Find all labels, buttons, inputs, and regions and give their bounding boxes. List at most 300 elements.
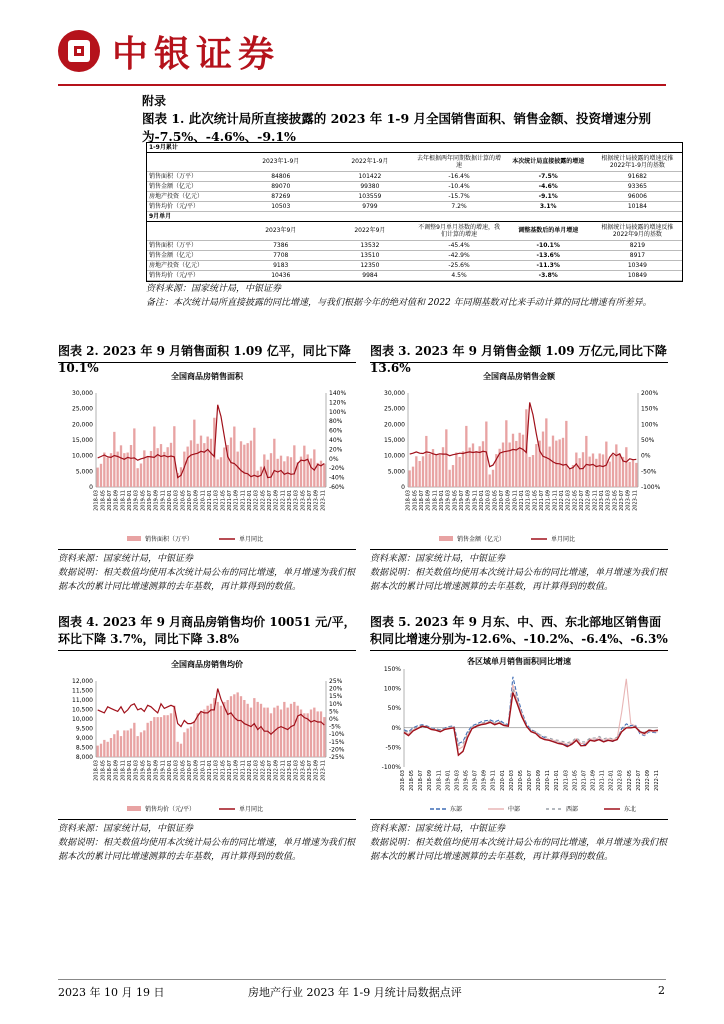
bar xyxy=(247,704,249,757)
bar xyxy=(210,439,212,487)
x-tick-label: 2022-05 xyxy=(626,770,633,791)
table-row xyxy=(147,260,682,270)
chart-title: 全国商品房销售面积 xyxy=(171,372,243,381)
x-tick-label: 2018-05 xyxy=(100,760,107,781)
chart4-svg xyxy=(58,651,356,819)
bar xyxy=(190,727,192,757)
y2-tick-label: -100% xyxy=(641,484,661,491)
x-tick-label: 2019-01 xyxy=(127,760,133,781)
x-tick-label: 2019-03 xyxy=(133,760,140,781)
bar xyxy=(422,456,424,487)
x-tick-label: 2019-11 xyxy=(160,490,167,511)
bar xyxy=(140,732,142,757)
y-tick-label: 0 xyxy=(89,484,93,491)
bar xyxy=(167,715,169,757)
y-tick-label: -50% xyxy=(385,744,401,752)
x-tick-label: 2019-01 xyxy=(445,770,452,791)
y2-tick-label: 25% xyxy=(329,678,343,685)
bar xyxy=(592,453,594,487)
table-row xyxy=(147,270,682,280)
x-tick-label: 2023-05 xyxy=(300,760,307,781)
bar xyxy=(532,455,534,487)
x-tick-label: 2019-07 xyxy=(459,490,465,511)
x-tick-label: 2022-11 xyxy=(280,490,287,511)
table-cell: -4.6% xyxy=(504,181,593,191)
table-cell: 101422 xyxy=(325,171,414,181)
x-tick-label: 2022-03 xyxy=(253,760,260,781)
x-tick-label: 2023-03 xyxy=(605,490,612,511)
bar xyxy=(177,742,179,757)
y-tick-label: -100% xyxy=(381,764,401,771)
y-tick-label: 30,000 xyxy=(384,390,405,397)
y-tick-label: 12,000 xyxy=(72,678,93,685)
y-tick-label: 8,000 xyxy=(75,754,93,761)
bar xyxy=(183,732,185,757)
bar xyxy=(549,447,551,487)
x-tick-label: 2022-11 xyxy=(654,770,660,791)
x-tick-label: 2020-11 xyxy=(512,490,519,511)
y2-tick-label: 100% xyxy=(329,408,347,416)
bar xyxy=(270,453,272,487)
bar xyxy=(127,730,129,757)
x-tick-label: 2022-03 xyxy=(253,490,260,511)
bar xyxy=(147,723,149,757)
chart4-source: 资料来源：国家统计局，中银证券 xyxy=(58,824,194,834)
bar xyxy=(462,451,464,487)
x-tick-label: 2019-05 xyxy=(140,760,147,781)
bar xyxy=(203,443,205,487)
y-tick-label: 5,000 xyxy=(387,468,405,476)
x-tick-label: 2021-07 xyxy=(539,490,545,511)
bar xyxy=(519,433,521,487)
y2-tick-label: 0% xyxy=(641,452,651,460)
bar xyxy=(113,432,115,487)
brand-logo-text: 中银证券 xyxy=(112,33,281,75)
table-section-label: 9月单月 xyxy=(147,211,682,221)
table-cell: 房地产投资（亿元） xyxy=(147,260,236,270)
table-cell: 96006 xyxy=(593,191,682,201)
table-cell: 销售面积（万平） xyxy=(147,171,236,181)
bar xyxy=(220,706,222,757)
bar xyxy=(562,438,564,487)
x-tick-label: 2020-01 xyxy=(167,760,173,781)
x-tick-label: 2021-07 xyxy=(227,490,233,511)
bar xyxy=(233,427,235,487)
bar xyxy=(237,692,239,757)
bar xyxy=(193,721,195,757)
bar xyxy=(529,457,531,487)
bar xyxy=(300,710,302,758)
x-tick-label: 2021-01 xyxy=(554,770,561,791)
bar xyxy=(515,441,517,487)
x-tick-label: 2022-09 xyxy=(273,760,280,781)
y-tick-label: 11,000 xyxy=(72,697,93,704)
bar xyxy=(585,436,587,487)
bar xyxy=(619,453,621,487)
table-header-cell: 2023年9月 xyxy=(236,221,325,240)
bar xyxy=(445,429,447,487)
bar xyxy=(293,702,295,757)
table-header-cell: 根据统计局披露的增速反推2022年9月的基数 xyxy=(593,221,682,240)
bar xyxy=(240,441,242,487)
x-tick-label: 2021-11 xyxy=(240,760,247,781)
chart3-title: 图表 3. 2023 年 9 月销售金额 1.09 万亿元,同比下降 13.6% xyxy=(370,344,667,375)
bar xyxy=(599,453,601,487)
chart3-svg xyxy=(370,363,668,549)
bar xyxy=(489,474,491,487)
x-tick-label: 2020-09 xyxy=(536,770,543,791)
bar xyxy=(313,708,315,757)
x-tick-label: 2018-03 xyxy=(405,490,412,511)
bar xyxy=(303,446,305,487)
x-tick-label: 2023-05 xyxy=(300,490,307,511)
y-tick-label: 25,000 xyxy=(72,405,93,413)
bar xyxy=(210,704,212,757)
table1-title: 图表 1. 此次统计局所直接披露的 2023 年 1-9 月全国销售面积、销售金额、投资增速分别为-7.5%、-4.6%、-9.1% xyxy=(142,111,652,144)
table-cell: 10349 xyxy=(593,260,682,270)
x-tick-label: 2018-05 xyxy=(100,490,107,511)
bar xyxy=(253,698,255,757)
bar xyxy=(415,456,417,487)
bar xyxy=(117,730,119,757)
table-cell: 4.5% xyxy=(414,270,503,280)
y-tick-label: 20,000 xyxy=(72,421,93,429)
y-tick-label: 150% xyxy=(383,666,401,673)
bar xyxy=(432,449,434,487)
logo-icon xyxy=(58,30,100,72)
x-tick-label: 2021-11 xyxy=(599,770,606,791)
x-tick-label: 2019-07 xyxy=(147,760,153,781)
bar xyxy=(150,721,152,757)
bar xyxy=(200,436,202,487)
x-tick-label: 2019-11 xyxy=(472,490,479,511)
x-tick-label: 2018-11 xyxy=(120,760,127,781)
bar xyxy=(160,717,162,757)
x-tick-label: 2019-09 xyxy=(465,490,472,511)
table-cell: 9183 xyxy=(236,260,325,270)
x-tick-label: 2023-09 xyxy=(625,490,632,511)
bar xyxy=(277,706,279,757)
x-tick-label: 2019-09 xyxy=(481,770,488,791)
table-cell: 84806 xyxy=(236,171,325,181)
table-cell: 7.2% xyxy=(414,201,503,211)
x-tick-label: 2021-09 xyxy=(545,490,552,511)
x-tick-label: 2023-11 xyxy=(320,490,327,511)
x-tick-label: 2018-09 xyxy=(113,760,120,781)
bar xyxy=(472,443,474,487)
bar xyxy=(542,432,544,487)
x-tick-label: 2019-09 xyxy=(153,490,160,511)
y2-tick-label: -40% xyxy=(329,474,345,482)
x-tick-label: 2021-09 xyxy=(233,760,240,781)
y2-tick-label: 0% xyxy=(329,455,339,463)
bar xyxy=(227,700,229,757)
x-tick-label: 2022-05 xyxy=(572,490,579,511)
bar xyxy=(509,443,511,487)
table-cell: 91682 xyxy=(593,171,682,181)
x-tick-label: 2022-05 xyxy=(260,760,267,781)
table-cell: -42.9% xyxy=(414,250,503,260)
bar xyxy=(247,443,249,487)
bar xyxy=(260,704,262,757)
table-cell: -13.6% xyxy=(504,250,593,260)
legend-label: 东北 xyxy=(624,806,637,813)
bar xyxy=(233,694,235,757)
x-tick-label: 2018-11 xyxy=(432,490,439,511)
table-cell: 销售面积（万平） xyxy=(147,240,236,250)
chart5-desc: 数据说明：相关数值均使用本次统计局公布的同比增速，单月增速为我们根据本次的累计同比增速测算的去年基数，再计算得到的数值。 xyxy=(370,838,668,862)
bar xyxy=(123,730,125,757)
bar xyxy=(290,457,292,487)
table-cell: 7386 xyxy=(236,240,325,250)
x-tick-label: 2023-07 xyxy=(619,490,625,511)
x-tick-label: 2021-01 xyxy=(519,490,525,511)
x-tick-label: 2018-03 xyxy=(400,770,406,791)
table-cell: 103559 xyxy=(325,191,414,201)
header-divider xyxy=(58,84,666,86)
bar xyxy=(197,713,199,757)
x-tick-label: 2020-03 xyxy=(173,490,180,511)
table-cell: 10503 xyxy=(236,201,325,211)
table-cell: 8917 xyxy=(593,250,682,260)
x-tick-label: 2018-11 xyxy=(436,770,443,791)
bar xyxy=(629,462,631,487)
table-header-cell: 2022年9月 xyxy=(325,221,414,240)
table-cell: 销售金额（亿元） xyxy=(147,181,236,191)
x-tick-label: 2020-01 xyxy=(479,490,485,511)
chart2-box xyxy=(58,362,356,550)
bar xyxy=(120,445,122,487)
bar xyxy=(260,467,262,487)
bar xyxy=(522,435,524,487)
bar xyxy=(243,700,245,757)
y2-tick-label: 80% xyxy=(329,418,343,426)
bar xyxy=(113,734,115,757)
x-tick-label: 2019-11 xyxy=(490,770,497,791)
x-tick-label: 2023-09 xyxy=(313,490,320,511)
table-cell: -15.7% xyxy=(414,191,503,201)
bar xyxy=(170,443,172,487)
bar xyxy=(133,723,135,757)
x-tick-label: 2022-05 xyxy=(260,490,267,511)
x-tick-label: 2018-03 xyxy=(93,490,100,511)
legend-label: 西部 xyxy=(566,806,579,813)
chart2-source: 资料来源：国家统计局，中银证券 xyxy=(58,554,194,564)
bar xyxy=(310,458,312,487)
x-tick-label: 2019-07 xyxy=(147,490,153,511)
bar xyxy=(459,457,461,487)
x-tick-label: 2022-03 xyxy=(617,770,624,791)
x-tick-label: 2018-05 xyxy=(409,770,416,791)
x-tick-label: 2021-11 xyxy=(240,490,247,511)
x-tick-label: 2019-03 xyxy=(133,490,140,511)
bar xyxy=(482,441,484,487)
bar xyxy=(565,421,567,487)
chart3-source: 资料来源：国家统计局，中银证券 xyxy=(370,554,506,564)
x-tick-label: 2019-01 xyxy=(127,490,133,511)
bar xyxy=(287,456,289,487)
series-line xyxy=(404,679,658,750)
chart3-desc: 数据说明：相关数值均使用本次统计局公布的同比增速，单月增速为我们根据本次的累计同比增速测算的去年基数，再计算得到的数值。 xyxy=(370,568,668,592)
table-cell: -10.4% xyxy=(414,181,503,191)
x-tick-label: 2022-07 xyxy=(267,760,273,781)
x-tick-label: 2018-07 xyxy=(419,490,425,511)
bar xyxy=(429,454,431,487)
bar xyxy=(163,452,165,487)
x-tick-label: 2022-11 xyxy=(280,760,287,781)
x-tick-label: 2018-09 xyxy=(425,490,432,511)
table-cell: 销售均价（元/平） xyxy=(147,201,236,211)
y-tick-label: 5,000 xyxy=(75,468,93,476)
y-tick-label: 10,000 xyxy=(384,452,405,460)
bar xyxy=(153,717,155,757)
y2-tick-label: 60% xyxy=(329,427,343,435)
table-cell: -9.1% xyxy=(504,191,593,201)
y-tick-label: 25,000 xyxy=(384,405,405,413)
x-tick-label: 2023-07 xyxy=(307,760,313,781)
x-tick-label: 2021-01 xyxy=(207,490,213,511)
table1-note: 备注：本次统计局所直接披露的同比增速，与我们根据今年的绝对值和 2022 年同期基数对比来手动计算的同比增速有所差异。 xyxy=(146,298,652,308)
x-tick-label: 2022-07 xyxy=(267,490,273,511)
bar xyxy=(287,708,289,757)
y2-tick-label: 120% xyxy=(329,399,347,407)
y-tick-label: 50% xyxy=(387,705,401,713)
chart2-title: 图表 2. 2023 年 9 月销售面积 1.09 亿平，同比下降 10.1% xyxy=(58,344,351,375)
page-number: 2 xyxy=(658,984,665,997)
chart-title: 各区域单月销售面积同比增速 xyxy=(467,657,571,666)
bar xyxy=(425,436,427,487)
legend-label: 单月同比 xyxy=(551,536,576,543)
x-tick-label: 2020-07 xyxy=(187,490,193,511)
x-tick-label: 2020-11 xyxy=(200,490,207,511)
table-cell: -16.4% xyxy=(414,171,503,181)
x-tick-label: 2022-01 xyxy=(247,760,253,781)
y2-tick-label: -20% xyxy=(329,746,345,754)
bar xyxy=(270,713,272,757)
bar xyxy=(217,702,219,757)
y-tick-label: 9,500 xyxy=(75,725,93,733)
chart5-box xyxy=(370,650,668,820)
footer-title: 房地产行业 2023 年 1-9 月统计局数据点评 xyxy=(248,986,462,999)
y2-tick-label: 15% xyxy=(329,693,343,701)
table-cell: 87269 xyxy=(236,191,325,201)
bar xyxy=(595,459,597,487)
table-cell: 89070 xyxy=(236,181,325,191)
bar xyxy=(237,452,239,487)
bar xyxy=(277,459,279,487)
y-tick-label: 0% xyxy=(391,724,401,732)
bar xyxy=(512,434,514,487)
x-tick-label: 2022-11 xyxy=(592,490,599,511)
y2-tick-label: 0% xyxy=(329,716,339,723)
table-header-cell: 根据统计局披露的增速反推2022年1-9月的基数 xyxy=(593,152,682,171)
legend-label: 销售金额（亿元） xyxy=(457,536,506,543)
bar xyxy=(505,420,507,487)
y-tick-label: 15,000 xyxy=(384,437,405,444)
bar xyxy=(257,471,259,487)
x-tick-label: 2020-09 xyxy=(505,490,512,511)
bar xyxy=(439,455,441,487)
bar xyxy=(147,456,149,487)
bar xyxy=(303,713,305,757)
table-header-cell: 调整基数后的单月增速 xyxy=(504,221,593,240)
x-tick-label: 2020-05 xyxy=(180,490,187,511)
bar xyxy=(107,458,109,487)
x-tick-label: 2018-09 xyxy=(113,490,120,511)
table-cell: 10436 xyxy=(236,270,325,280)
bar xyxy=(589,457,591,487)
bar xyxy=(253,428,255,487)
bar xyxy=(167,447,169,487)
x-tick-label: 2022-07 xyxy=(579,490,585,511)
bar xyxy=(615,444,617,487)
bar xyxy=(535,444,537,487)
x-tick-label: 2020-05 xyxy=(517,770,524,791)
bar xyxy=(323,717,325,757)
bar xyxy=(609,462,611,487)
x-tick-label: 2021-09 xyxy=(590,770,597,791)
bar xyxy=(157,717,159,757)
y-tick-label: 100% xyxy=(383,685,401,693)
x-tick-label: 2023-01 xyxy=(287,490,293,511)
bar xyxy=(280,710,282,758)
x-tick-label: 2021-01 xyxy=(207,760,213,781)
y2-tick-label: 200% xyxy=(641,390,659,397)
bar xyxy=(293,445,295,487)
bar xyxy=(130,445,132,487)
bar xyxy=(283,702,285,757)
x-tick-label: 2018-09 xyxy=(427,770,434,791)
x-tick-label: 2019-05 xyxy=(140,490,147,511)
x-tick-label: 2020-07 xyxy=(499,490,505,511)
x-tick-label: 2023-03 xyxy=(293,760,300,781)
bar xyxy=(163,715,165,757)
table-cell: 7708 xyxy=(236,250,325,260)
table-header-cell: 2022年1-9月 xyxy=(325,152,414,171)
chart5-svg xyxy=(370,651,668,819)
bar xyxy=(419,461,421,487)
table-cell: -10.1% xyxy=(504,240,593,250)
bar xyxy=(475,451,477,487)
bar xyxy=(103,740,105,757)
x-tick-label: 2020-05 xyxy=(180,760,187,781)
table-row xyxy=(147,250,682,260)
table-cell: 12350 xyxy=(325,260,414,270)
x-tick-label: 2023-11 xyxy=(320,760,327,781)
y-tick-label: 15,000 xyxy=(72,437,93,444)
y2-tick-label: 20% xyxy=(329,685,343,693)
x-tick-label: 2020-03 xyxy=(485,490,492,511)
bar xyxy=(243,445,245,487)
bar xyxy=(100,464,102,487)
x-tick-label: 2023-07 xyxy=(307,490,313,511)
bar xyxy=(492,470,494,487)
bar xyxy=(455,453,457,487)
x-tick-label: 2020-07 xyxy=(187,760,193,781)
x-tick-label: 2019-09 xyxy=(153,760,160,781)
x-tick-label: 2020-01 xyxy=(499,770,506,791)
table-cell: 13510 xyxy=(325,250,414,260)
table-cell: 销售金额（亿元） xyxy=(147,250,236,260)
chart-title: 全国商品房销售金额 xyxy=(483,372,555,381)
table-cell: 房地产投资（亿元） xyxy=(147,191,236,201)
y2-tick-label: -10% xyxy=(329,731,345,739)
chart4-desc: 数据说明：相关数值均使用本次统计局公布的同比增速，单月增速为我们根据本次的累计同比增速测算的去年基数，再计算得到的数值。 xyxy=(58,838,356,862)
x-tick-label: 2023-11 xyxy=(632,490,639,511)
section-title: 附录 xyxy=(142,94,167,108)
bar xyxy=(250,441,252,487)
bar xyxy=(200,711,202,757)
